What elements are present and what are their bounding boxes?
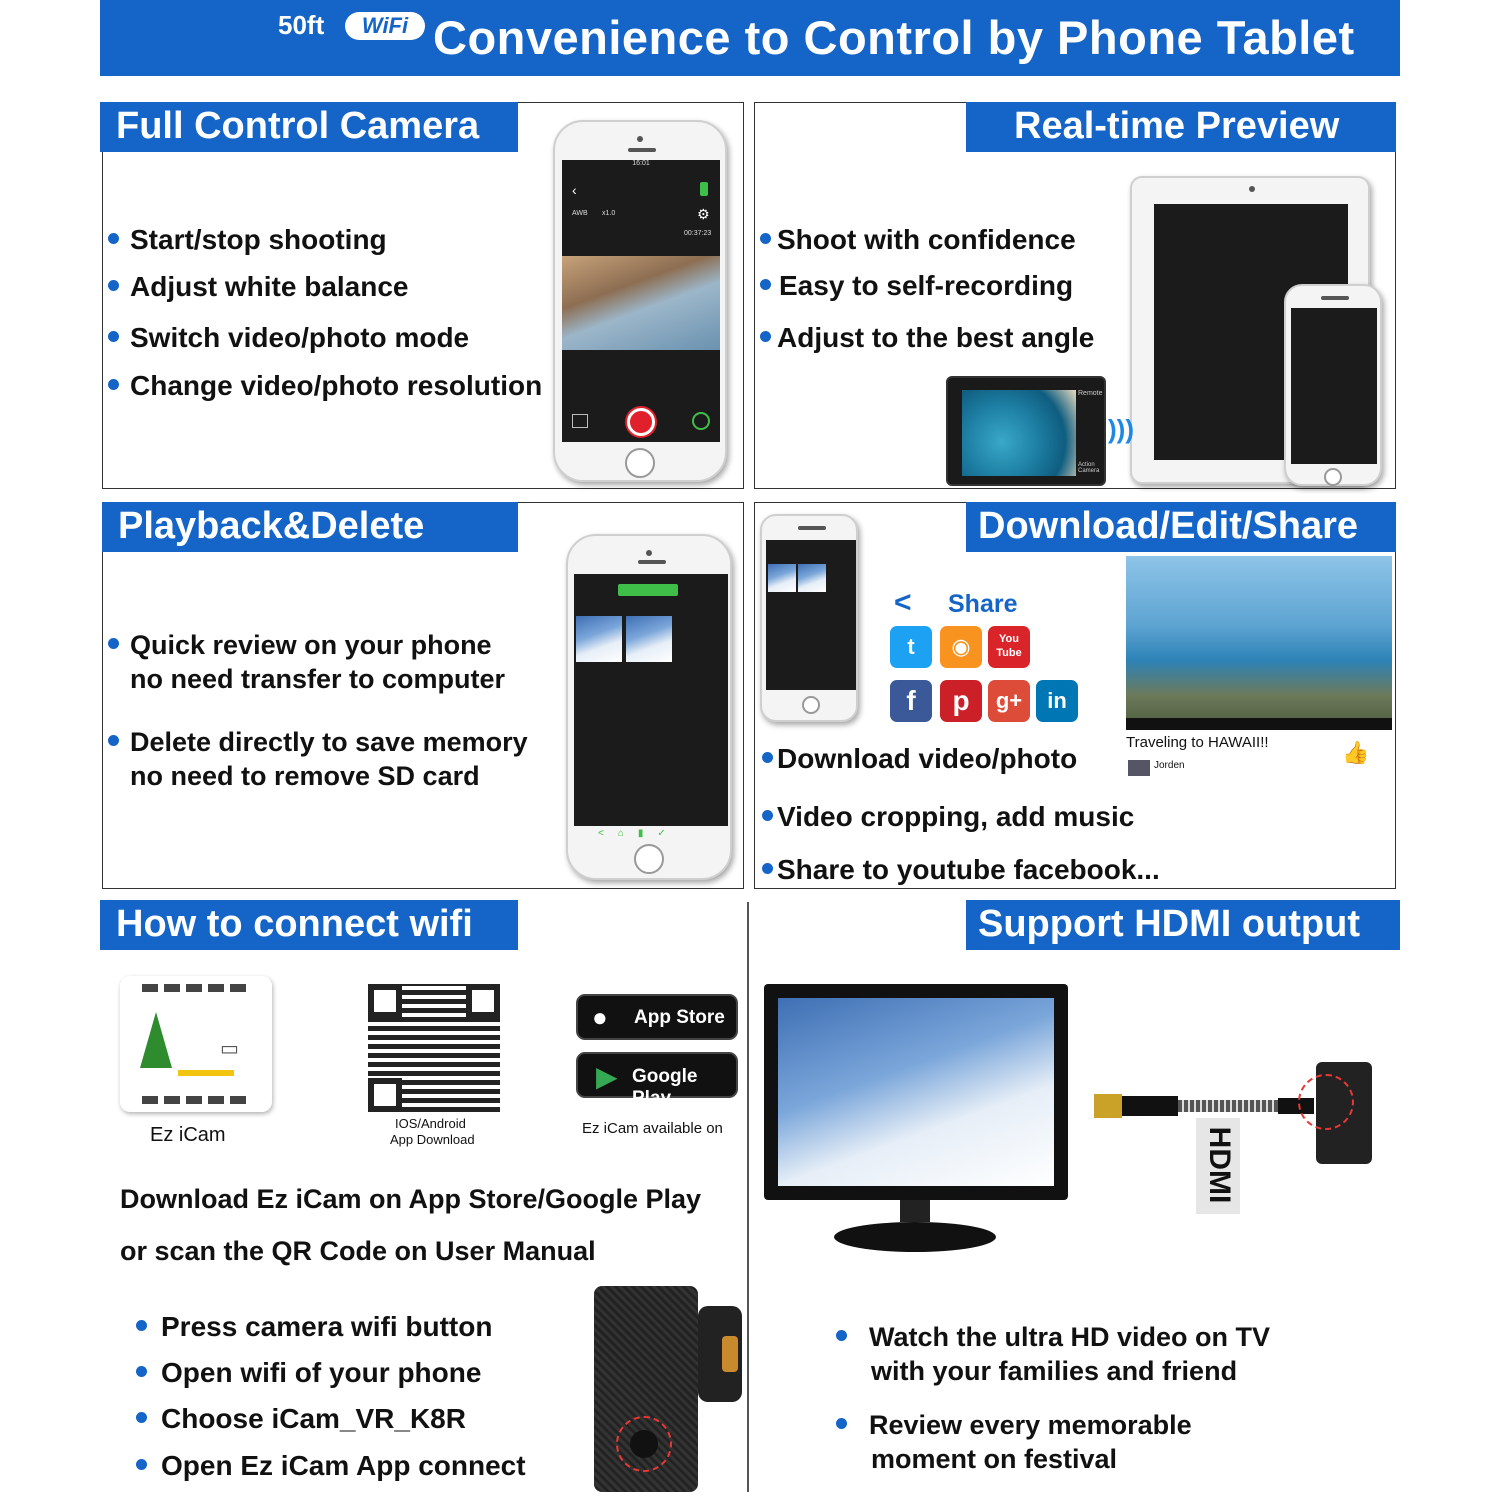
wifi-button (630, 1430, 658, 1458)
phone-mockup (1284, 284, 1382, 486)
range-label: 50ft (278, 10, 325, 40)
googleplus-icon[interactable]: g+ (988, 680, 1030, 722)
playback-bullet-2: Delete directly to save memory no need to remove SD card (108, 725, 528, 793)
thumbnail[interactable] (626, 616, 672, 662)
phone-screen (562, 160, 720, 442)
divider (747, 902, 749, 1492)
youtube-icon[interactable]: You Tube (988, 626, 1030, 668)
bullet-item: Share to youtube facebook... (762, 854, 1160, 886)
camera-side-view (594, 1286, 698, 1492)
google-play-icon: ▶ (596, 1061, 618, 1092)
like-icon[interactable]: 👍 (1342, 740, 1370, 765)
bullet-item: Download video/photo (762, 743, 1077, 775)
tag-full-control: Full Control Camera (100, 102, 518, 152)
thumbnail[interactable] (798, 564, 826, 592)
twitter-icon[interactable]: t (890, 626, 932, 668)
hdmi-cable-label: HDMI (1196, 1118, 1240, 1214)
tv-stand (900, 1200, 930, 1222)
bullet-item: Adjust white balance (108, 271, 409, 303)
tag-download: Download/Edit/Share (966, 502, 1396, 552)
apple-icon: ● (592, 1002, 608, 1032)
phone-screen (574, 574, 728, 826)
timer-readout: 00:37:23 (684, 230, 712, 237)
hdmi-cable (1094, 1094, 1314, 1118)
tag-connect: How to connect wifi (100, 900, 518, 950)
thumbnail[interactable] (576, 616, 622, 662)
battery-icon (700, 182, 708, 196)
video-caption: Traveling to HAWAII!! (1126, 734, 1269, 751)
video-controls[interactable] (1126, 718, 1392, 730)
back-icon[interactable]: ‹ (572, 182, 577, 198)
phone-screen (766, 540, 856, 690)
wifi-logo: WiFi (345, 12, 425, 40)
phone-mockup (566, 534, 732, 880)
video-user: Jorden (1154, 760, 1185, 771)
app-store-button[interactable]: ● App Store (576, 994, 738, 1040)
tag-playback: Playback&Delete (102, 502, 518, 552)
hdmi-bullet-1: Watch the ultra HD video on TV with your families and friend (836, 1320, 1270, 1388)
pinterest-icon[interactable]: p (940, 680, 982, 722)
linkedin-icon[interactable]: in (1036, 680, 1078, 722)
record-button[interactable] (627, 408, 655, 436)
phone-mockup (553, 120, 727, 482)
zoom-label[interactable]: x1.0 (602, 210, 616, 217)
gallery-icon[interactable] (572, 414, 588, 428)
download-instruction-2: or scan the QR Code on User Manual (120, 1236, 596, 1266)
facebook-icon[interactable]: f (890, 680, 932, 722)
gear-icon[interactable]: ⚙ (697, 206, 710, 222)
status-bar: 16:01 (632, 160, 650, 167)
tv-monitor (764, 984, 1068, 1200)
hdmi-bullet-2: Review every memorable moment on festival (836, 1408, 1192, 1476)
tv-base (834, 1222, 996, 1252)
bullet-item: Start/stop shooting (108, 224, 387, 256)
step-item: Choose iCam_VR_K8R (136, 1403, 466, 1435)
rss-icon[interactable]: ◉ (940, 626, 982, 668)
hdmi-camera (1316, 1062, 1372, 1164)
share-icon[interactable]: < (894, 586, 912, 619)
bullet-item: Change video/photo resolution (108, 370, 542, 402)
qr-caption-line1: IOS/Android (395, 1116, 466, 1131)
phone-mockup (760, 514, 858, 722)
preview-image (562, 256, 720, 350)
step-item: Open Ez iCam App connect (136, 1450, 526, 1482)
video-player[interactable] (1126, 556, 1392, 730)
page-title: Convenience to Control by Phone Tablet (433, 11, 1355, 64)
header-banner (100, 0, 1400, 76)
remote-label: Remote (1078, 390, 1103, 397)
toolbar-icons[interactable]: <⌂▮✓ (598, 828, 680, 839)
bullet-item: Shoot with confidence (760, 224, 1076, 256)
share-label: Share (948, 590, 1018, 618)
hdmi-port-highlight (1298, 1074, 1354, 1130)
qr-caption-line2: App Download (390, 1132, 475, 1147)
step-item: Press camera wifi button (136, 1311, 492, 1343)
google-play-button[interactable]: ▶ Google Play (576, 1052, 738, 1098)
awb-label[interactable]: AWB (572, 210, 588, 217)
thumbnail[interactable] (768, 564, 796, 592)
playback-bullet-1: Quick review on your phone no need transfer to computer (108, 628, 505, 696)
mode-tabs[interactable] (618, 584, 678, 596)
action-camera (946, 376, 1106, 486)
tag-realtime: Real-time Preview (966, 102, 1396, 152)
action-camera-label: Action Camera (1078, 462, 1100, 474)
app-name: Ez iCam (150, 1124, 226, 1146)
tag-hdmi: Support HDMI output (966, 900, 1400, 950)
wireless-signal-icon: ))) (1108, 414, 1134, 444)
bullet-item: Video cropping, add music (762, 801, 1134, 833)
step-item: Open wifi of your phone (136, 1357, 481, 1389)
qr-code (368, 984, 500, 1112)
tv-screen (778, 998, 1054, 1186)
available-label: Ez iCam available on (582, 1120, 723, 1137)
avatar (1128, 760, 1150, 776)
bullet-item: Easy to self-recording (760, 270, 1073, 302)
bullet-item: Switch video/photo mode (108, 322, 469, 354)
camera-lens (698, 1306, 742, 1402)
app-icon[interactable]: ▭ (120, 976, 272, 1112)
phone-screen (1291, 308, 1377, 464)
camera-screen (962, 390, 1076, 476)
bullet-item: Adjust to the best angle (760, 322, 1094, 354)
download-instruction-1: Download Ez iCam on App Store/Google Play (120, 1184, 702, 1214)
mode-switch-icon[interactable] (692, 412, 710, 430)
